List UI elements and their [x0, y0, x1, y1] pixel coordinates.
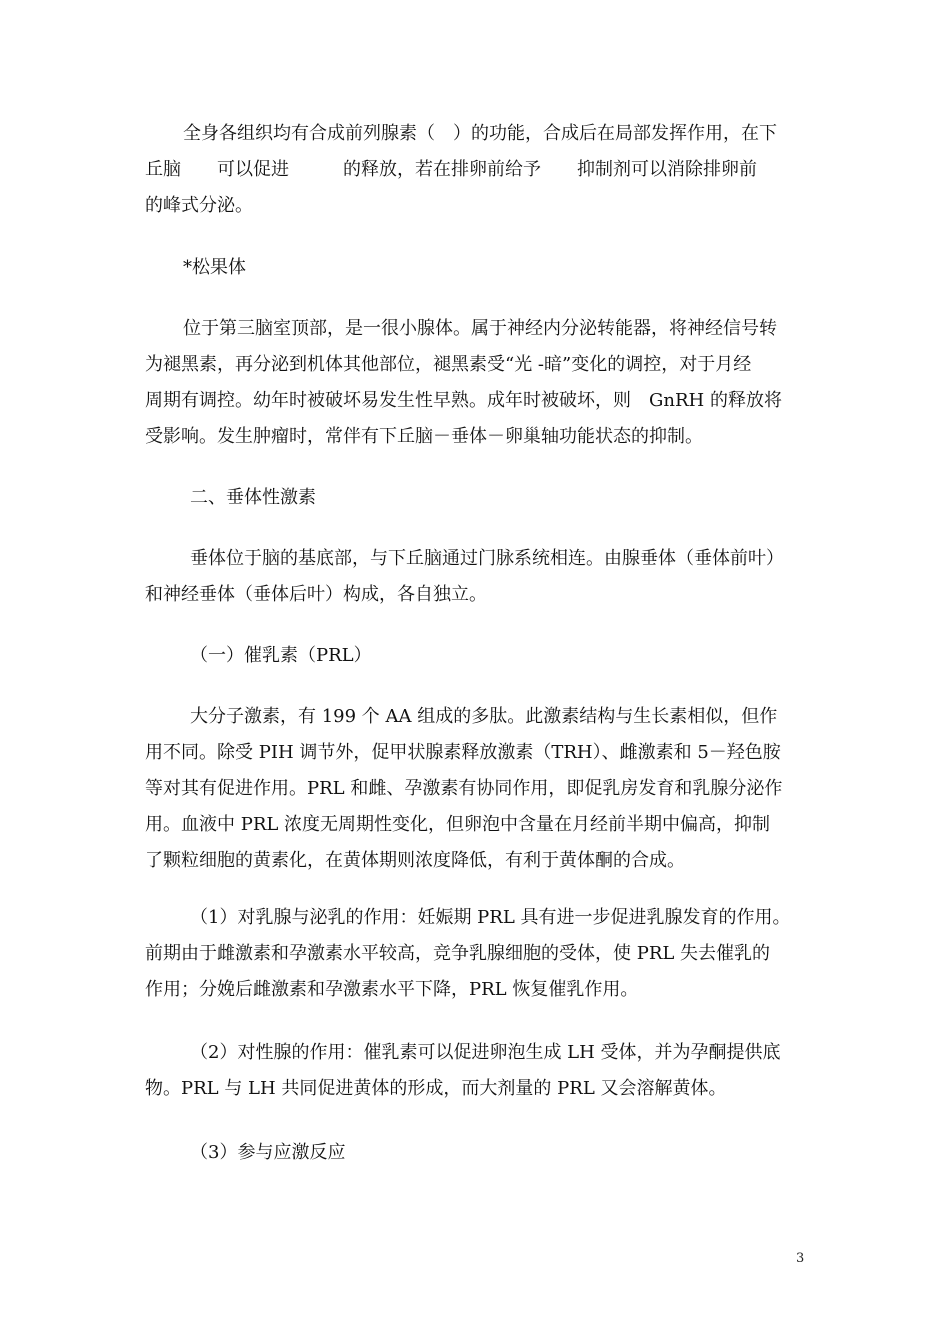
text-line: 用。血液中 PRL 浓度无周期性变化，但卵泡中含量在月经前半期中偏高，抑制 — [145, 814, 771, 835]
paragraph-pituitary — [145, 541, 810, 613]
paragraph-pineal — [145, 311, 810, 455]
text-line: 大分子激素，有 199 个 AA 组成的多肽。此激素结构与生长素相似，但作 — [190, 706, 778, 727]
heading-stress-response: （3）参与应激反应 — [190, 1142, 346, 1163]
heading-prolactin: （一）催乳素（PRL） — [190, 645, 372, 666]
text-line: 和神经垂体（垂体后叶）构成，各自独立。 — [145, 584, 487, 605]
text-line: 作用；分娩后雌激素和孕激素水平下降，PRL 恢复催乳作用。 — [145, 979, 639, 1000]
text-line: 用不同。除受 PIH 调节外，促甲状腺素释放激素（TRH）、雌激素和 5－羟色胺 — [145, 742, 781, 763]
text-line: 全身各组织均有合成前列腺素（ ）的功能，合成后在局部发挥作用，在下 — [183, 123, 777, 144]
text-line: 前期由于雌激素和孕激素水平较高，竞争乳腺细胞的受体，使 PRL 失去催乳的 — [145, 943, 771, 964]
paragraph-gonad — [145, 1035, 810, 1107]
heading-pineal: *松果体 — [183, 257, 246, 278]
text-line: 受影响。发生肿瘤时，常伴有下丘脑－垂体－卵巢轴功能状态的抑制。 — [145, 426, 703, 447]
paragraph-prostaglandin — [145, 116, 810, 224]
paragraph-lactation — [145, 900, 810, 1008]
text-line: 的峰式分泌。 — [145, 195, 253, 216]
text-line: 为褪黑素，再分泌到机体其他部位，褪黑素受“光 -暗”变化的调控，对于月经 — [145, 354, 752, 375]
heading-pituitary-hormones: 二、垂体性激素 — [190, 487, 316, 508]
text-line: 周期有调控。幼年时被破坏易发生性早熟。成年时被破坏，则 GnRH 的释放将 — [145, 390, 782, 411]
text-line: （1）对乳腺与泌乳的作用：妊娠期 PRL 具有进一步促进乳腺发育的作用。 — [190, 907, 791, 928]
text-line: 物。PRL 与 LH 共同促进黄体的形成，而大剂量的 PRL 又会溶解黄体。 — [145, 1078, 727, 1099]
text-line: 位于第三脑室顶部，是一很小腺体。属于神经内分泌转能器，将神经信号转 — [183, 318, 777, 339]
page-number: 3 — [796, 1251, 805, 1266]
text-line: 等对其有促进作用。PRL 和雌、孕激素有协同作用，即促乳房发育和乳腺分泌作 — [145, 778, 783, 799]
text-line: 垂体位于脑的基底部，与下丘脑通过门脉系统相连。由腺垂体（垂体前叶） — [190, 548, 784, 569]
text-line: （2）对性腺的作用：催乳素可以促进卵泡生成 LH 受体，并为孕酮提供底 — [190, 1042, 781, 1063]
paragraph-prolactin — [145, 699, 810, 879]
text-line: 丘脑 可以促进 的释放，若在排卵前给予 抑制剂可以消除排卵前 — [145, 159, 757, 180]
text-line: 了颗粒细胞的黄素化，在黄体期则浓度降低，有利于黄体酮的合成。 — [145, 850, 685, 871]
